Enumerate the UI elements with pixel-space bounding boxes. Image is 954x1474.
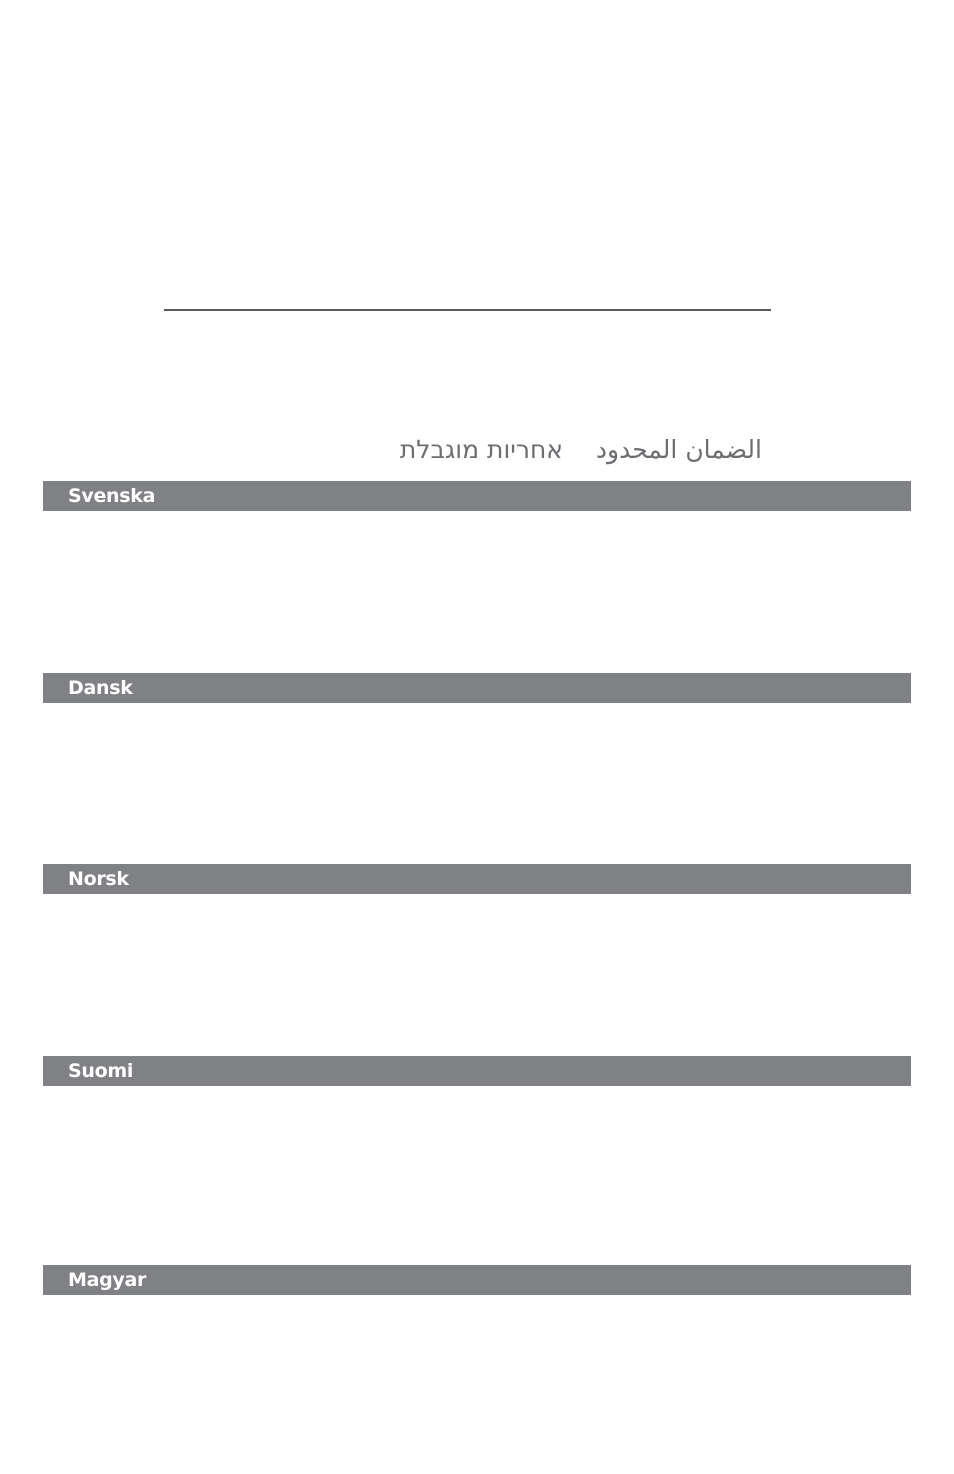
section-label: Svenska: [68, 485, 156, 507]
hebrew-limited-warranty-heading: אחריות מוגבלת: [399, 435, 563, 464]
section-label: Suomi: [68, 1060, 134, 1082]
section-bar-magyar: [43, 1265, 911, 1295]
section-label: Norsk: [68, 868, 129, 890]
section-label: Magyar: [68, 1269, 147, 1291]
section-bar-suomi: [43, 1056, 911, 1086]
section-label: Dansk: [68, 677, 133, 699]
horizontal-rule: [164, 309, 771, 311]
arabic-limited-warranty-heading: الضمان المحدود: [595, 435, 762, 464]
section-bar-dansk: [43, 673, 911, 703]
section-bar-svenska: [43, 481, 911, 511]
section-bar-norsk: [43, 864, 911, 894]
